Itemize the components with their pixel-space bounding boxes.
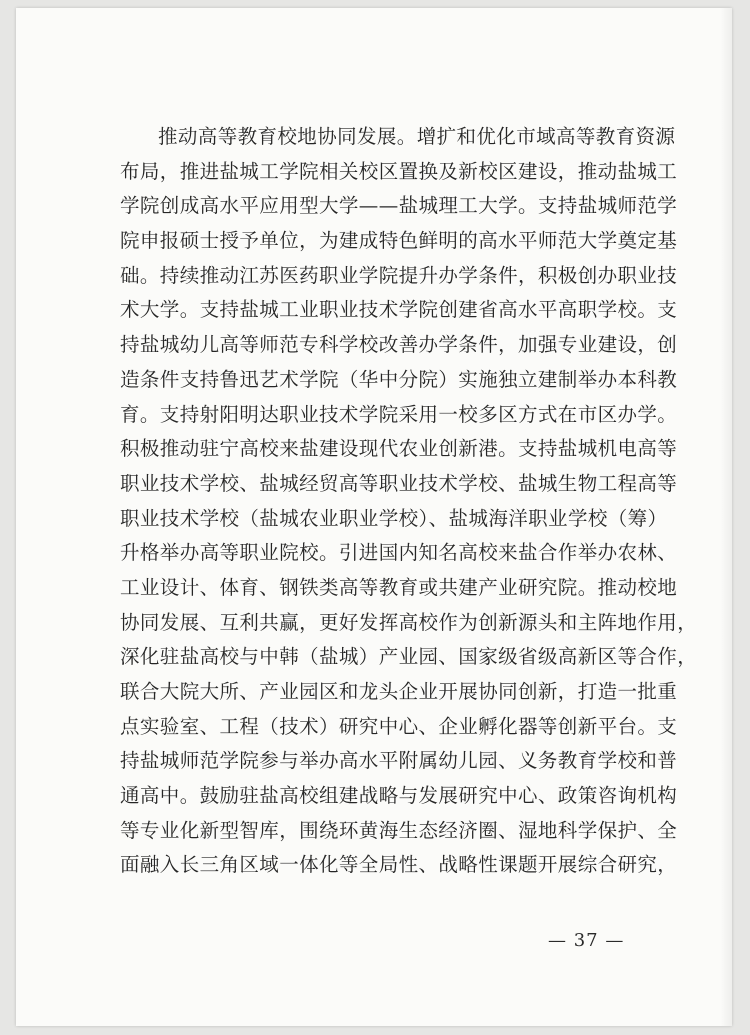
text-line: 职业技术学校（盐城农业职业学校）、盐城海洋职业学校（筹） bbox=[120, 506, 668, 530]
text-line: 联合大院大所、产业园区和龙头企业开展协同创新，打造一批重 bbox=[120, 680, 678, 703]
text-line: 术大学。支持盐城工业职业技术学院创建省高水平高职学校。支 bbox=[120, 298, 678, 322]
text-line: 推动高等教育校地协同发展。增扩和优化市域高等教育资源 bbox=[158, 125, 676, 148]
document-page bbox=[16, 8, 732, 1026]
text-line: 造条件支持鲁迅艺术学院（华中分院）实施独立建制举办本科教 bbox=[120, 367, 678, 391]
text-line: 等专业化新型智库，围绕环黄海生态经济圈、湿地科学保护、全 bbox=[120, 818, 678, 842]
text-line: 学院创成高水平应用型大学——盐城理工大学。支持盐城师范学 bbox=[120, 194, 678, 218]
text-line: 面融入长三角区域一体化等全局性、战略性课题开展综合研究， bbox=[120, 853, 678, 877]
text-line: 通高中。鼓励驻盐高校组建战略与发展研究中心、政策咨询机构 bbox=[120, 784, 678, 808]
text-line: 持盐城师范学院参与举办高水平附属幼儿园、义务教育学校和普 bbox=[120, 749, 678, 773]
body-text bbox=[120, 120, 698, 883]
text-line: 工业设计、体育、钢铁类高等教育或共建产业研究院。推动校地 bbox=[120, 575, 678, 599]
text-line: 育。支持射阳明达职业技术学院采用一校多区方式在市区办学。 bbox=[120, 402, 678, 426]
text-line: 职业技术学校、盐城经贸高等职业技术学校、盐城生物工程高等 bbox=[120, 471, 678, 495]
page-edge-shadow bbox=[720, 8, 732, 1026]
text-line: 点实验室、工程（技术）研究中心、企业孵化器等创新平台。支 bbox=[120, 714, 678, 738]
text-line: 深化驻盐高校与中韩（盐城）产业园、国家级省级高新区等合作， bbox=[120, 645, 698, 669]
text-line: 升格举办高等职业院校。引进国内知名高校来盐合作举办农林、 bbox=[120, 541, 678, 565]
text-line: 积极推动驻宁高校来盐建设现代农业创新港。支持盐城机电高等 bbox=[120, 437, 678, 461]
text-line: 础。持续推动江苏医药职业学院提升办学条件，积极创办职业技 bbox=[120, 263, 678, 287]
page-number: — 37 — bbox=[548, 930, 625, 951]
text-line: 协同发展、互利共赢，更好发挥高校作为创新源头和主阵地作用， bbox=[120, 610, 698, 634]
text-line: 院申报硕士授予单位，为建成特色鲜明的高水平师范大学奠定基 bbox=[120, 229, 678, 253]
text-line: 持盐城幼儿高等师范专科学校改善办学条件，加强专业建设，创 bbox=[120, 333, 678, 357]
text-line: 布局，推进盐城工学院相关校区置换及新校区建设，推动盐城工 bbox=[120, 159, 678, 183]
